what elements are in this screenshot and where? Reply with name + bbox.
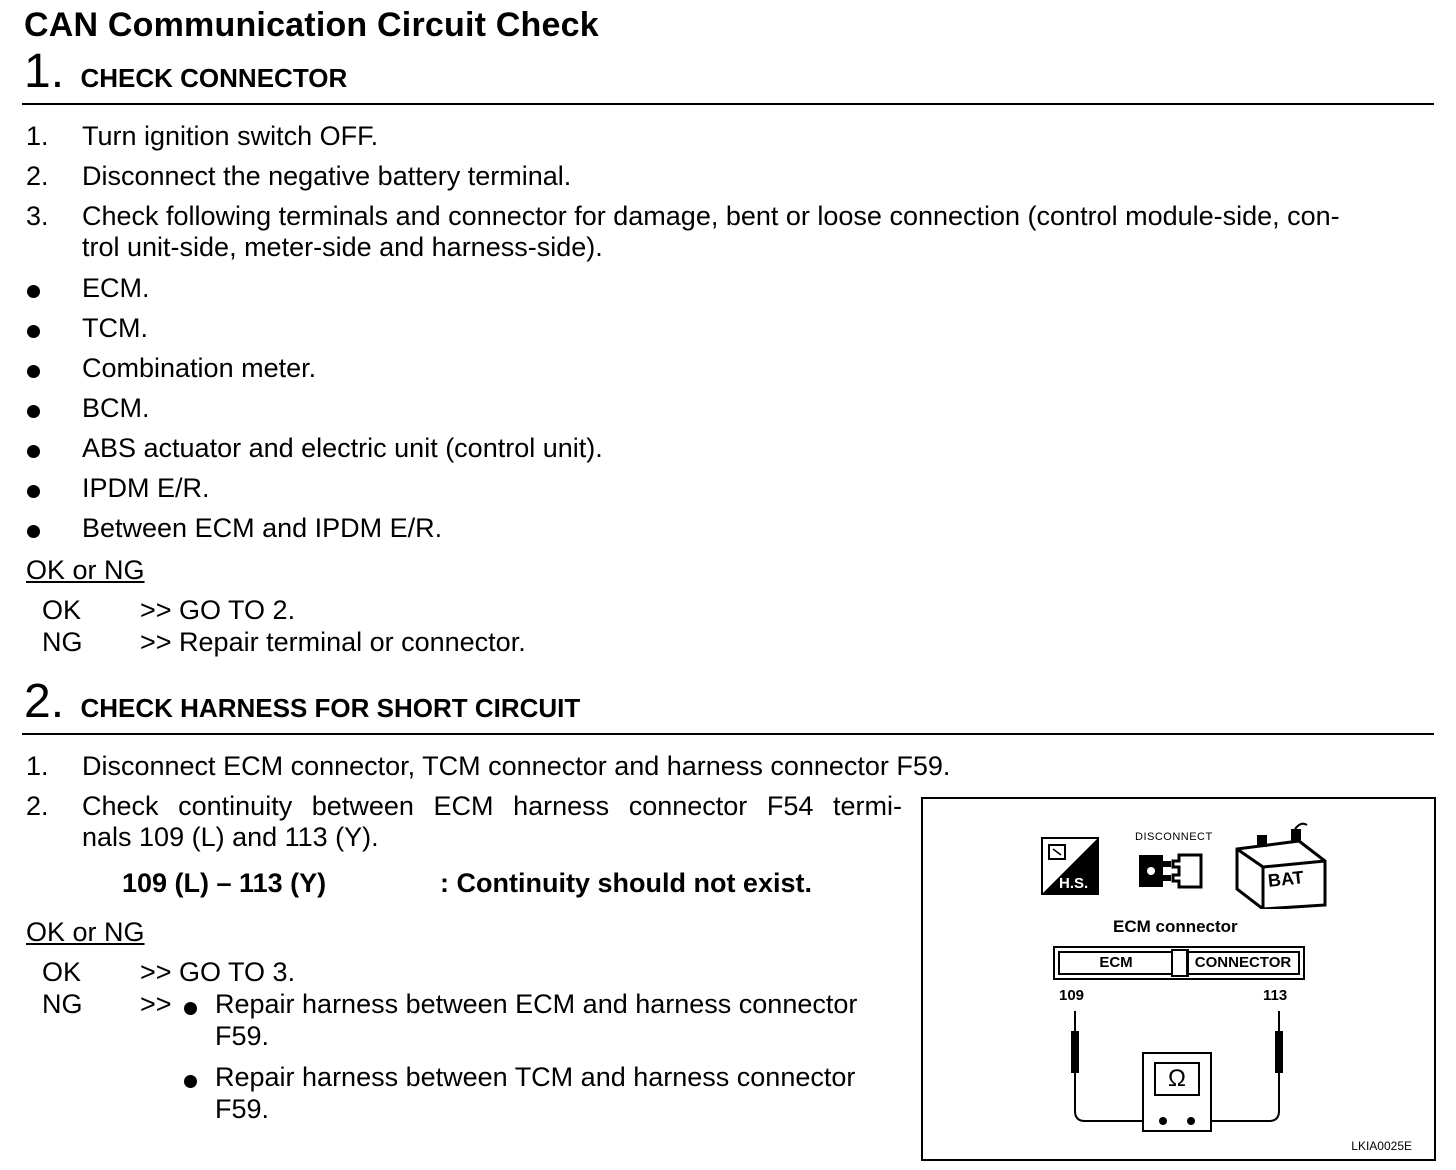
pin-right-label: 113 bbox=[1263, 987, 1288, 1004]
step1-item-2-text: Disconnect the negative battery terminal. bbox=[82, 161, 572, 191]
spec-terminals: 109 (L) – 113 (Y) bbox=[122, 868, 327, 898]
step2-ok-label: OK bbox=[42, 957, 82, 987]
list-item: ABS actuator and electric unit (control unit). bbox=[82, 433, 603, 463]
step1-item-3-text-line2: trol unit-side, meter-side and harness-side). bbox=[82, 232, 603, 262]
list-item: Combination meter. bbox=[82, 353, 317, 383]
ohmmeter-symbol: Ω bbox=[1168, 1065, 1186, 1092]
connector-title: ECM connector bbox=[1113, 917, 1238, 936]
step1-item-2-num: 2. bbox=[26, 161, 49, 191]
step2-ng-action-1-line1: Repair harness between ECM and harness connector bbox=[215, 989, 858, 1019]
disconnect-label: DISCONNECT bbox=[1135, 831, 1213, 843]
list-item: IPDM E/R. bbox=[82, 473, 210, 503]
step1-header bbox=[24, 45, 348, 98]
figure-code: LKIA0025E bbox=[1351, 1139, 1412, 1153]
bullet-dot bbox=[27, 325, 40, 338]
continuity-diagram bbox=[921, 797, 1436, 1161]
page-title: CAN Communication Circuit Check bbox=[24, 6, 599, 44]
probe-wiring bbox=[923, 799, 1434, 1159]
step2-ng-action-1-line2: F59. bbox=[215, 1021, 270, 1051]
step1-ok-action: >> GO TO 2. bbox=[140, 595, 296, 625]
step2-ng-label: NG bbox=[42, 989, 83, 1019]
connector-box: CONNECTOR bbox=[1186, 951, 1300, 975]
step1-number: 1. bbox=[24, 45, 65, 98]
battery-label: BAT bbox=[1267, 867, 1305, 891]
step2-item-2-num: 2. bbox=[26, 791, 49, 821]
step1-item-1-text: Turn ignition switch OFF. bbox=[82, 121, 379, 151]
step1-item-3-text-line1: Check following terminals and connector for damage, bent or loose connection (control module-side, con- bbox=[82, 201, 1340, 231]
step1-title: CHECK CONNECTOR bbox=[80, 63, 348, 93]
step2-title: CHECK HARNESS FOR SHORT CIRCUIT bbox=[80, 693, 581, 723]
bullet-dot bbox=[184, 1075, 197, 1088]
bullet-dot bbox=[27, 485, 40, 498]
list-item: TCM. bbox=[82, 313, 148, 343]
list-item: Between ECM and IPDM E/R. bbox=[82, 513, 443, 543]
step2-item-2-text-line2: nals 109 (L) and 113 (Y). bbox=[82, 822, 379, 852]
step1-ng-action: >> Repair terminal or connector. bbox=[140, 627, 526, 657]
step2-ok-ng-heading: OK or NG bbox=[26, 917, 145, 947]
step1-ok-label: OK bbox=[42, 595, 82, 625]
step2-ok-action: >> GO TO 3. bbox=[140, 957, 296, 987]
list-item: ECM. bbox=[82, 273, 150, 303]
bullet-dot bbox=[27, 285, 40, 298]
pin-left-label: 109 bbox=[1059, 987, 1085, 1004]
bullet-dot bbox=[27, 365, 40, 378]
step1-item-1-num: 1. bbox=[26, 121, 49, 151]
step1-divider bbox=[22, 103, 1434, 105]
step2-ng-action-2-line1: Repair harness between TCM and harness connector bbox=[215, 1062, 856, 1092]
bullet-dot bbox=[27, 445, 40, 458]
step2-item-1-text: Disconnect ECM connector, TCM connector and harness connector F59. bbox=[82, 751, 951, 781]
bullet-dot bbox=[27, 405, 40, 418]
step2-divider bbox=[22, 733, 1434, 735]
step1-ok-ng-heading: OK or NG bbox=[26, 555, 145, 585]
step2-item-1-num: 1. bbox=[26, 751, 49, 781]
bullet-dot bbox=[27, 525, 40, 538]
step2-item-2-text-line1: Check continuity between ECM harness connector F54 termi- bbox=[82, 791, 902, 821]
step2-header bbox=[24, 675, 581, 728]
step1-ng-label: NG bbox=[42, 627, 83, 657]
ecm-box: ECM bbox=[1058, 951, 1174, 975]
step1-item-3-num: 3. bbox=[26, 201, 49, 231]
hs-label: H.S. bbox=[1059, 875, 1089, 892]
step2-number: 2. bbox=[24, 675, 65, 728]
spec-result: : Continuity should not exist. bbox=[440, 868, 812, 898]
step2-ng-action-2-line2: F59. bbox=[215, 1094, 270, 1124]
bullet-dot bbox=[184, 1002, 197, 1015]
step2-ng-arrow: >> bbox=[140, 989, 172, 1019]
list-item: BCM. bbox=[82, 393, 150, 423]
